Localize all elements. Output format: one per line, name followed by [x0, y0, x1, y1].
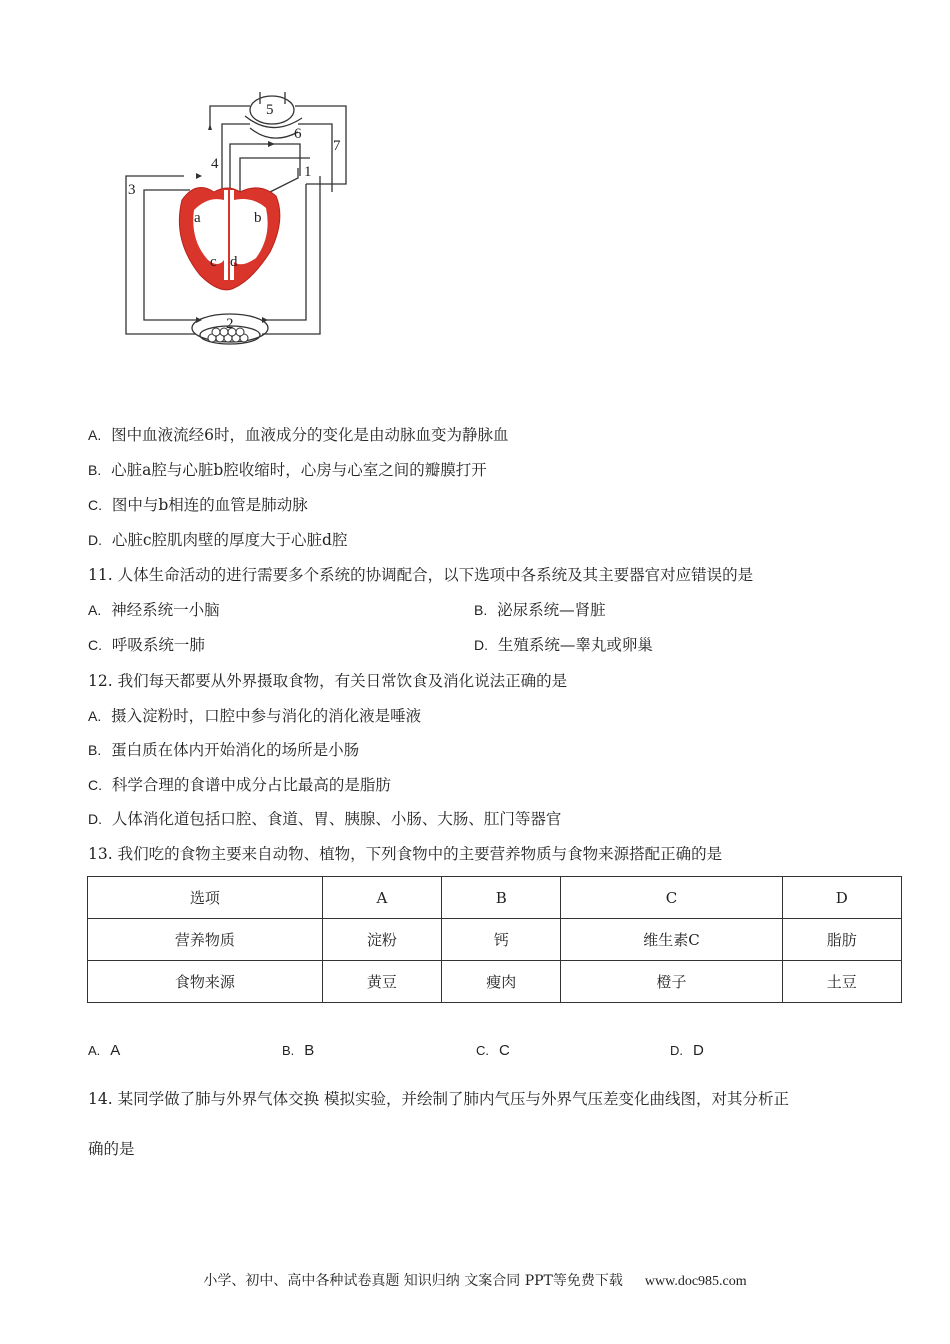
q13-stem: 13. 我们吃的食物主要来自动物、植物，下列食物中的主要营养物质与食物来源搭配正确的是	[88, 845, 723, 863]
q11-option-c: C. 呼吸系统一肺	[88, 636, 205, 654]
table-cell: D	[782, 877, 901, 919]
label-1: 1	[304, 164, 312, 180]
q12-option-a: A. 摄入淀粉时，口腔中参与消化的消化液是唾液	[88, 707, 422, 725]
label-a: a	[194, 210, 201, 226]
label-6: 6	[294, 126, 302, 142]
table-cell: 食物来源	[88, 961, 323, 1003]
q12-stem: 12. 我们每天都要从外界摄取食物，有关日常饮食及消化说法正确的是	[88, 672, 568, 690]
table-row	[88, 877, 902, 919]
label-d: d	[230, 254, 238, 270]
q13-answer-d: D. D	[670, 1042, 704, 1059]
label-b: b	[254, 210, 262, 226]
label-5: 5	[266, 102, 274, 118]
table-cell: 营养物质	[88, 919, 323, 961]
table-cell: 黄豆	[322, 961, 441, 1003]
q11-stem: 11. 人体生命活动的进行需要多个系统的协调配合，以下选项中各系统及其主要器官对应错误的是	[88, 566, 754, 584]
table-cell: A	[322, 877, 441, 919]
q12-option-b: B. 蛋白质在体内开始消化的场所是小肠	[88, 741, 360, 759]
q13-answer-b: B. B	[282, 1042, 315, 1059]
q14-stem: 14. 某同学做了肺与外界气体交换 模拟实验，并绘制了肺内气压与外界气压差变化曲线图，对其分析正	[88, 1090, 790, 1108]
footer-url[interactable]: www.doc985.com	[644, 1274, 747, 1289]
q14-stem-continued: 确的是	[88, 1140, 135, 1158]
label-2: 2	[226, 316, 234, 332]
table-cell: B	[442, 877, 561, 919]
label-c: c	[210, 254, 217, 270]
table-cell: 钙	[442, 919, 561, 961]
table-cell: 橙子	[561, 961, 782, 1003]
page-footer	[0, 1270, 950, 1290]
q13-table	[87, 876, 902, 1003]
table-cell: 瘦肉	[442, 961, 561, 1003]
table-cell: C	[561, 877, 782, 919]
blood-circulation-diagram	[110, 80, 370, 370]
q12-option-d: D. 人体消化道包括口腔、食道、胃、胰腺、小肠、大肠、肛门等器官	[88, 810, 562, 828]
q10-option-b: B. 心脏a腔与心脏b腔收缩时，心房与心室之间的瓣膜打开	[88, 461, 487, 479]
table-row	[88, 961, 902, 1003]
q13-answer-a: A. A	[88, 1042, 121, 1059]
q11-option-a: A. 神经系统一小脑	[88, 601, 220, 619]
table-cell: 选项	[88, 877, 323, 919]
table-cell: 土豆	[782, 961, 901, 1003]
label-4: 4	[211, 156, 219, 172]
footer-text: 小学、初中、高中各种试卷真题 知识归纳 文案合同 PPT等免费下载	[203, 1273, 623, 1289]
label-3: 3	[128, 182, 136, 198]
q13-answer-c: C. C	[476, 1042, 510, 1059]
q10-option-d: D. 心脏c腔肌肉壁的厚度大于心脏d腔	[88, 531, 348, 549]
q11-option-d: D. 生殖系统—睾丸或卵巢	[474, 636, 653, 654]
table-row	[88, 919, 902, 961]
table-cell: 脂肪	[782, 919, 901, 961]
table-cell: 维生素C	[561, 919, 782, 961]
q11-option-b: B. 泌尿系统—肾脏	[474, 601, 606, 619]
q10-option-c: C. 图中与b相连的血管是肺动脉	[88, 496, 308, 514]
table-cell: 淀粉	[322, 919, 441, 961]
label-7: 7	[333, 138, 341, 154]
q12-option-c: C. 科学合理的食谱中成分占比最高的是脂肪	[88, 776, 391, 794]
q10-option-a: A. 图中血液流经6时，血液成分的变化是由动脉血变为静脉血	[88, 426, 509, 444]
